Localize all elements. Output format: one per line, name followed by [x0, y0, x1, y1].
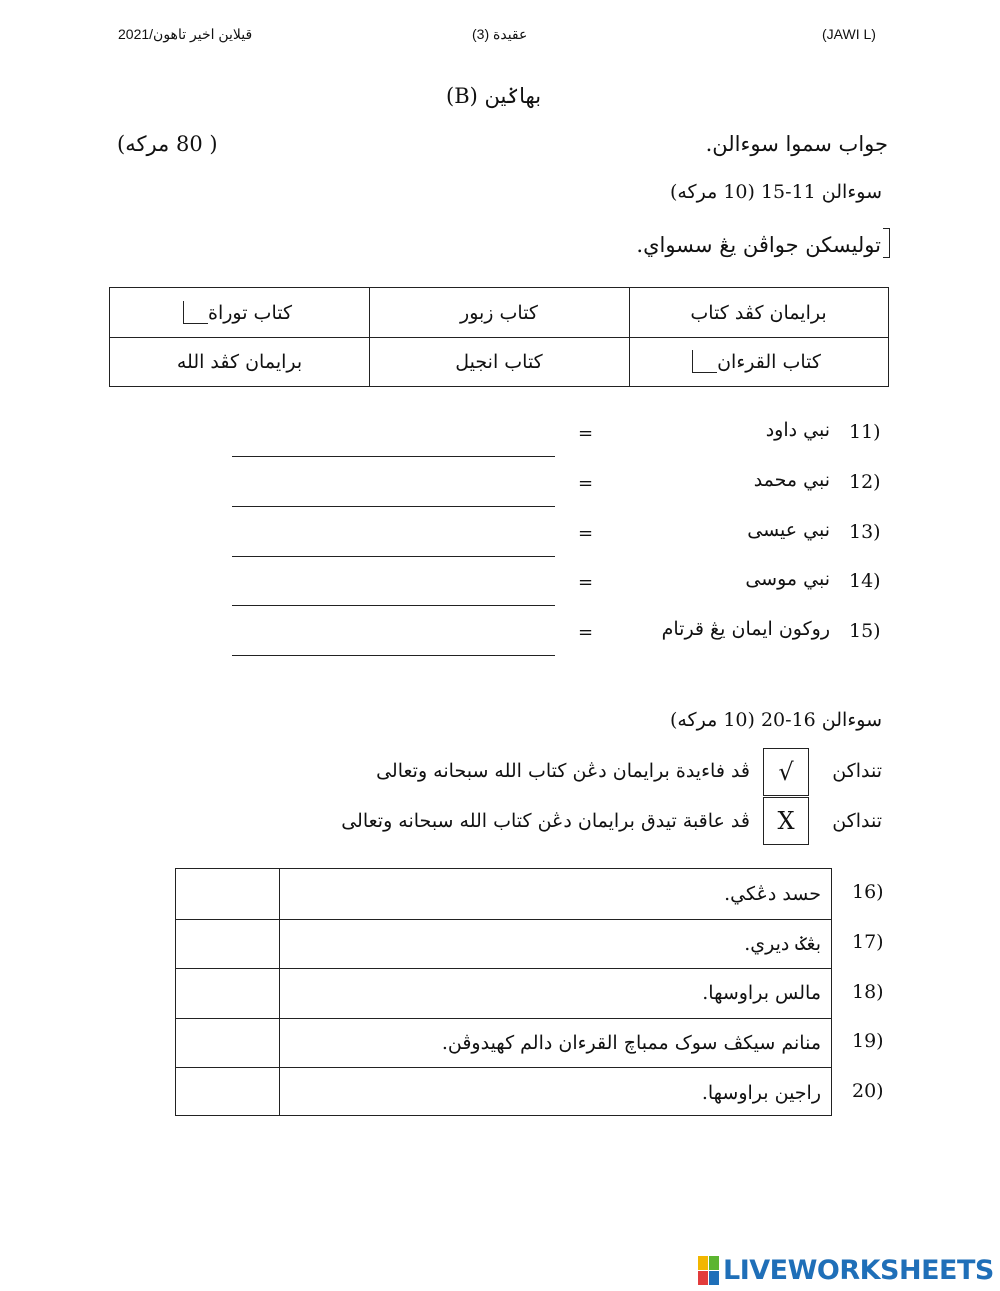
logo-blocks-icon: [698, 1256, 719, 1285]
equals-sign: =: [578, 473, 594, 494]
item-number: 15): [849, 620, 881, 642]
legend-text: ڤد فاءيدة برايمان دڠن كتاب الله سبحانه وتعالى: [376, 760, 750, 782]
table-row: [176, 1067, 831, 1117]
equals-sign: =: [578, 523, 594, 544]
answer-line-11[interactable]: [232, 433, 555, 457]
header-subject: عقيدة (3): [472, 26, 528, 42]
answer-box-18[interactable]: [176, 969, 279, 1018]
statement-text: بڠݢ ديري.: [744, 932, 821, 955]
item-text: روكون ايمان يڠ قرتام: [661, 618, 830, 640]
item-number: 16): [852, 881, 884, 903]
item-text: نبي محمد: [753, 469, 830, 491]
answer-box-19[interactable]: [176, 1019, 279, 1068]
answer-line-15[interactable]: [232, 632, 555, 656]
cross-icon: X: [777, 807, 795, 835]
header-code: (JAWI L): [822, 26, 876, 42]
q11-15-instruction: [636, 228, 890, 258]
tick-mark-box: [763, 748, 809, 796]
logo-text: LIVEWORKSHEETS: [723, 1254, 994, 1286]
table-row: [176, 1018, 831, 1068]
item-number: 13): [849, 521, 881, 543]
equals-sign: =: [578, 572, 594, 593]
box-mark-icon: [692, 350, 717, 373]
table-row: [176, 919, 831, 969]
bracket-mark: [883, 228, 890, 258]
item-text: نبي عيسى: [747, 519, 830, 541]
legend-label: تنداکن: [832, 810, 882, 832]
answer-box-20[interactable]: [176, 1068, 279, 1117]
q11-15-heading: سوءالن 11-15 (10 مركه): [669, 181, 882, 203]
statement-text: مالس براوسها.: [702, 982, 821, 1005]
cross-mark-box: [763, 797, 809, 845]
item-number: 18): [852, 981, 884, 1003]
item-number: 11): [849, 421, 881, 443]
option-cell: كتاب القرءان: [629, 337, 888, 386]
item-text: نبي داود: [765, 419, 830, 441]
tick-icon: √: [778, 758, 794, 786]
answer-line-13[interactable]: [232, 533, 555, 557]
option-cell: كتاب توراة: [110, 288, 369, 337]
table-row: [176, 869, 831, 919]
legend-label: تنداکن: [832, 760, 882, 782]
option-cell: برايمان كڤد الله: [176, 350, 303, 373]
statement-text: راجين براوسها.: [701, 1081, 821, 1104]
options-table: [109, 287, 889, 387]
box-mark-icon: [183, 301, 208, 324]
item-number: 17): [852, 931, 884, 953]
answer-line-14[interactable]: [232, 582, 555, 606]
option-cell: كتاب زبور: [460, 301, 538, 324]
item-number: 20): [852, 1080, 884, 1102]
table-row: [176, 968, 831, 1018]
item-text: نبي موسى: [745, 568, 830, 590]
answer-box-16[interactable]: [176, 869, 279, 919]
option-cell: كتاب انجيل: [455, 350, 543, 373]
item-number: 19): [852, 1030, 884, 1052]
option-cell: برايمان كڤد كتاب: [690, 301, 827, 324]
legend-text: ڤد عاقبة تيدق برايمان دڠن كتاب الله سبحانه وتعالى: [341, 810, 750, 832]
statement-text: منانم سيکڤ سوک ممباچ القرءان دالم کهيدوڤن.: [441, 1032, 821, 1055]
section-title: بهاݢين (B): [446, 84, 542, 108]
equals-sign: =: [578, 423, 594, 444]
equals-sign: =: [578, 622, 594, 643]
statement-text: حسد دڠکي.: [724, 882, 821, 905]
answer-box-17[interactable]: [176, 920, 279, 969]
header-year: قيلاين اخير تاهون/2021: [118, 26, 253, 42]
answer-line-12[interactable]: [232, 483, 555, 507]
item-number: 14): [849, 570, 881, 592]
liveworksheets-logo[interactable]: [698, 1255, 994, 1285]
instruction-text: توليسکن جواڤن يڠ سسواي.: [636, 233, 881, 257]
total-marks: ( 80 مركه): [117, 132, 218, 156]
item-number: 12): [849, 471, 881, 493]
statements-table: [175, 868, 832, 1116]
q16-20-heading: سوءالن 16-20 (10 مركه): [669, 709, 882, 731]
main-instruction: جواب سموا سوءالن.: [705, 132, 888, 156]
